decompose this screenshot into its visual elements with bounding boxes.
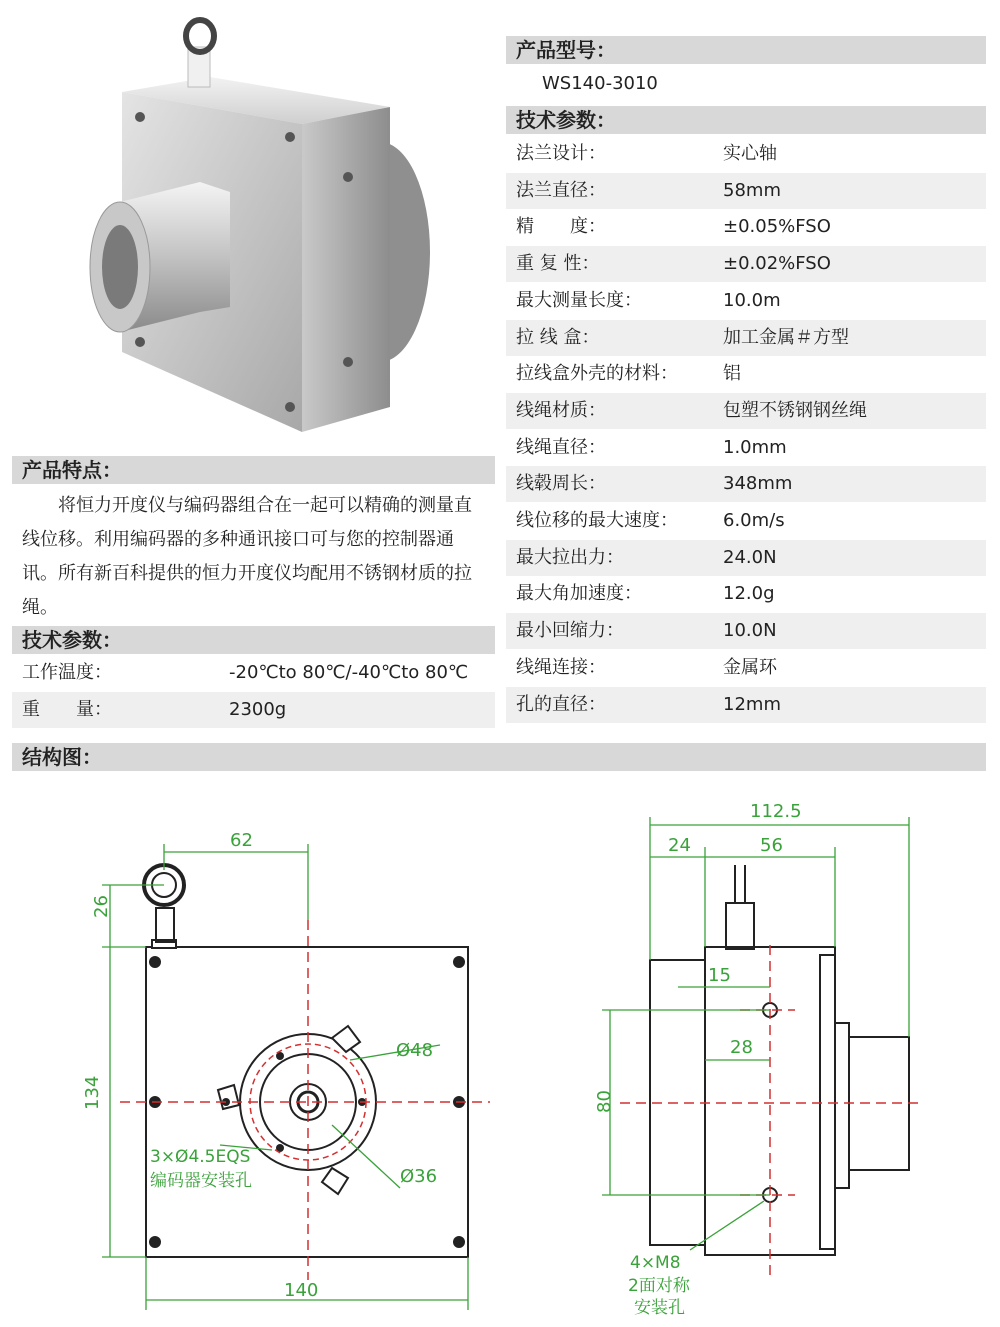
- spec-label: 法兰设计：: [516, 143, 606, 164]
- spec-label: 最大测量长度：: [516, 289, 642, 311]
- features-paragraph: 将恒力开度仪与编码器组合在一起可以精确的测量直线位移。利用编码器的多种通讯接口可与您的控制器通讯。所有新百科提供的恒力开度仪均配用不锈钢材质的拉绳。: [22, 495, 472, 618]
- spec-label: 线绳材质：: [516, 399, 606, 421]
- spec-label: 线位移的最大速度：: [516, 510, 678, 531]
- spec-row: [12, 692, 495, 728]
- spec-row: [506, 320, 986, 356]
- structure-header: 结构图：: [12, 743, 986, 771]
- mount-note-3: 安装孔: [634, 1298, 685, 1318]
- spec-row: [506, 283, 986, 319]
- spec-value: 实心轴: [723, 143, 777, 164]
- spec-value: ±0.02%FSO: [723, 253, 831, 275]
- spec-value: 1.0mm: [723, 436, 787, 458]
- spec-value: 12mm: [723, 693, 781, 715]
- spec-row: [506, 540, 986, 576]
- dim-15: 15: [708, 965, 731, 986]
- spec-row: [506, 613, 986, 649]
- tech-left-header: 技术参数：: [12, 626, 495, 654]
- spec-value: 铝: [723, 363, 741, 385]
- spec-value: 2300g: [229, 698, 287, 720]
- spec-label: 重 复 性：: [516, 253, 600, 275]
- spec-row: [506, 650, 986, 686]
- spec-label: 最大角加速度：: [516, 583, 642, 605]
- spec-value: 348mm: [723, 473, 793, 495]
- features-text: [22, 489, 484, 625]
- dim-d36: Ø36: [400, 1166, 438, 1187]
- dim-24: 24: [668, 835, 691, 856]
- spec-label: 线绳直径：: [516, 436, 606, 458]
- spec-label: 最小回缩力：: [516, 620, 624, 642]
- dim-d48: Ø48: [396, 1040, 434, 1061]
- spec-label: 线毂周长：: [516, 473, 606, 495]
- spec-row: [506, 173, 986, 209]
- spec-row: [506, 430, 986, 466]
- dim-28: 28: [730, 1037, 753, 1058]
- spec-label: 精 度：: [516, 216, 606, 238]
- product-photo: [80, 12, 460, 442]
- spec-value: 包塑不锈钢钢丝绳: [723, 399, 867, 421]
- dim-134: 134: [82, 1075, 103, 1110]
- model-value: WS140-3010: [542, 73, 658, 94]
- spec-label: 法兰直径：: [516, 179, 606, 201]
- spec-label: 最大拉出力：: [516, 546, 624, 568]
- dim-26: 26: [91, 895, 112, 918]
- spec-value: 24.0N: [723, 546, 777, 568]
- spec-row: [506, 209, 986, 245]
- front-view-drawing: [60, 800, 500, 1320]
- model-header: 产品型号：: [506, 36, 986, 64]
- spec-label: 重 量：: [22, 698, 112, 720]
- spec-row: [506, 576, 986, 612]
- spec-value: 加工金属＃方型: [723, 326, 849, 348]
- spec-value: ±0.05%FSO: [723, 216, 831, 238]
- tech-right-header: 技术参数：: [506, 106, 986, 134]
- spec-value: 58mm: [723, 179, 781, 201]
- side-view-drawing: [580, 795, 930, 1325]
- spec-label: 拉 线 盒：: [516, 326, 600, 348]
- dim-62: 62: [230, 830, 253, 851]
- spec-label: 线绳连接：: [516, 656, 606, 678]
- spec-value: 10.0N: [723, 620, 777, 642]
- mount-note-2: 2面对称: [628, 1276, 690, 1296]
- dim-112-5: 112.5: [750, 801, 802, 822]
- dim-80: 80: [594, 1090, 615, 1113]
- features-header: 产品特点：: [12, 456, 495, 484]
- spec-row: [506, 246, 986, 282]
- spec-row: [506, 136, 986, 172]
- spec-value: 12.0g: [723, 583, 775, 605]
- spec-value: 金属环: [723, 656, 777, 678]
- spec-value: -20℃to 80℃/-40℃to 80℃: [229, 662, 469, 683]
- spec-row: [12, 655, 495, 691]
- spec-row: [506, 356, 986, 392]
- mount-note-1: 4×M8: [630, 1253, 681, 1273]
- spec-label: 孔的直径：: [516, 693, 606, 715]
- encoder-hole-note-1: 3×Ø4.5EQS: [150, 1147, 251, 1167]
- spec-row: [506, 466, 986, 502]
- spec-label: 拉线盒外壳的材料：: [516, 363, 678, 385]
- spec-value: 6.0m/s: [723, 510, 785, 531]
- encoder-hole-note-2: 编码器安装孔: [150, 1171, 252, 1191]
- model-value-row: [506, 66, 986, 102]
- dim-140: 140: [284, 1280, 319, 1301]
- spec-row: [506, 393, 986, 429]
- spec-value: 10.0m: [723, 289, 781, 311]
- spec-label: 工作温度：: [22, 662, 112, 683]
- dim-56: 56: [760, 835, 783, 856]
- spec-row: [506, 503, 986, 539]
- spec-row: [506, 687, 986, 723]
